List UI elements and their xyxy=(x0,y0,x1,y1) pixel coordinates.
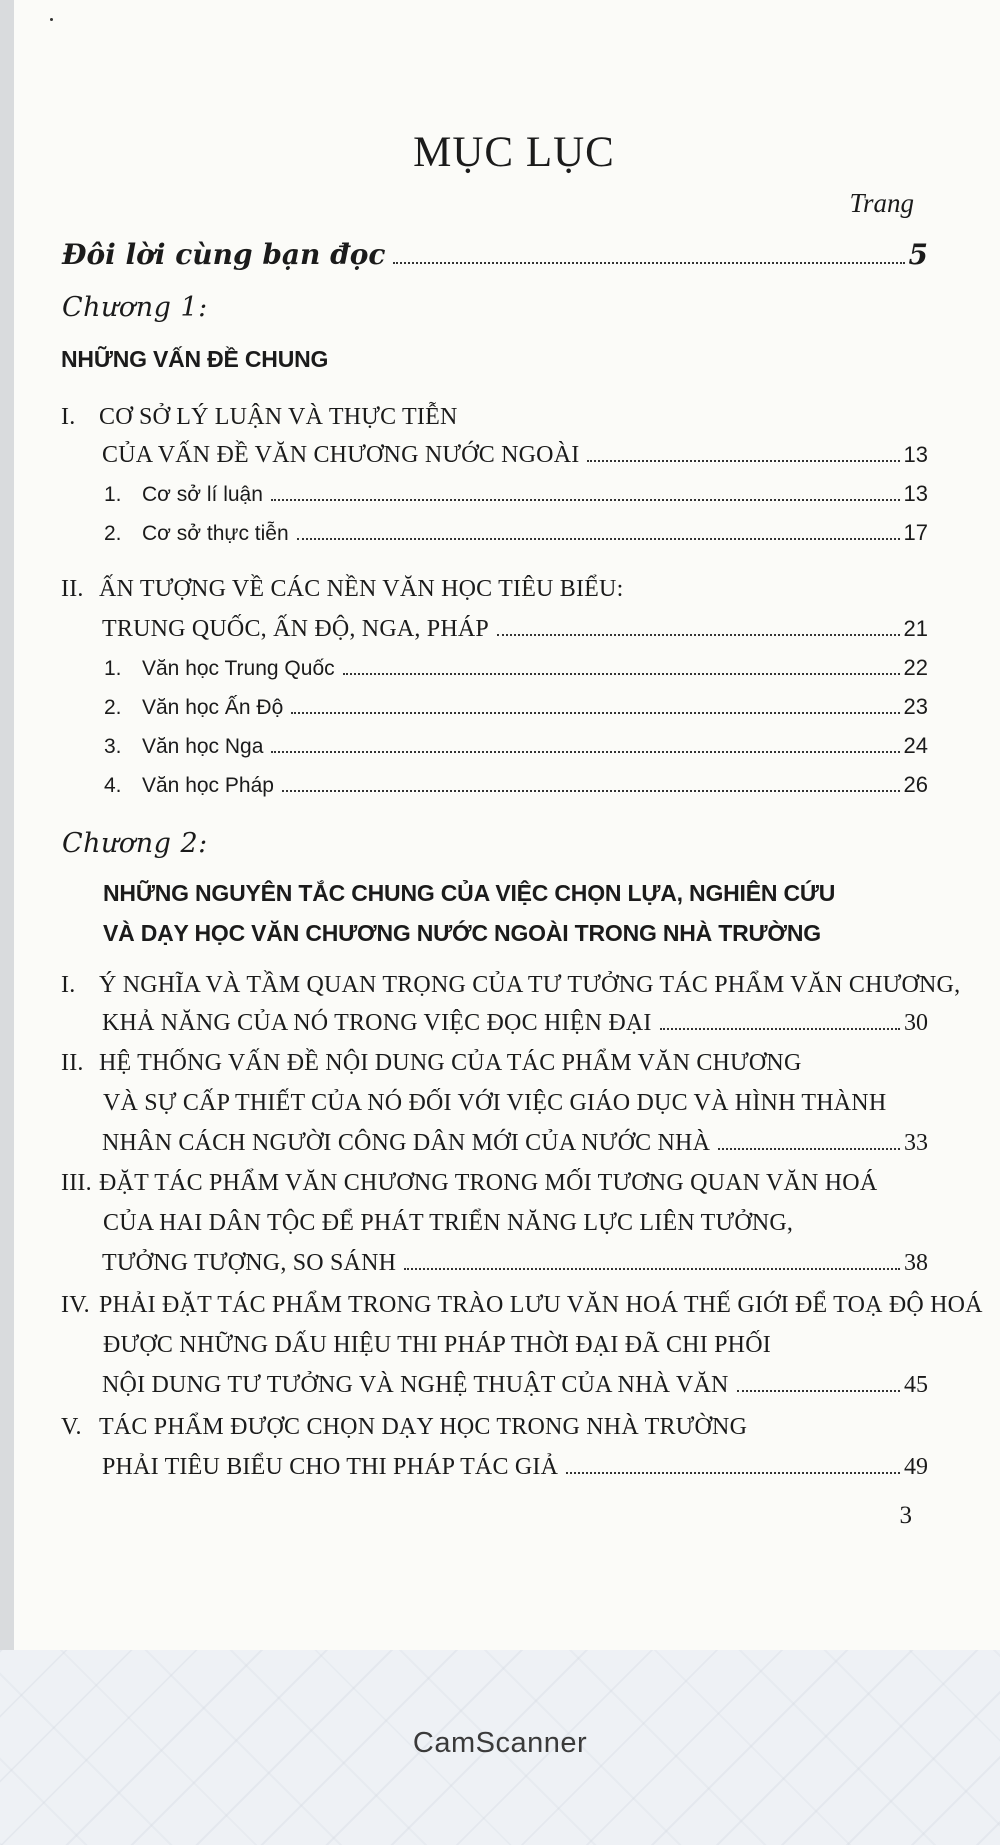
toc-entry-section[interactable]: NỘI DUNG TƯ TƯỞNG VÀ NGHỆ THUẬT CỦA NHÀ VĂN 45 xyxy=(102,1372,928,1398)
page-title: MỤC LỤC xyxy=(413,129,615,176)
toc-entry-label: Đôi lời cùng bạn đọc xyxy=(62,238,386,271)
chapter-title-line: VÀ DẠY HỌC VĂN CHƯƠNG NƯỚC NGOÀI TRONG NHÀ TRƯỜNG xyxy=(103,920,821,946)
toc-entry-section[interactable]: NHÂN CÁCH NGƯỜI CÔNG DÂN MỚI CỦA NƯỚC NHÀ 33 xyxy=(102,1130,928,1156)
section-heading: IV. PHẢI ĐẶT TÁC PHẨM TRONG TRÀO LƯU VĂN HOÁ THẾ GIỚI ĐỂ TOẠ ĐỘ HOÁ xyxy=(61,1292,983,1318)
toc-entry-page: 5 xyxy=(908,238,928,271)
chapter-title: NHỮNG VẤN ĐỀ CHUNG xyxy=(61,346,329,372)
chapter-label: Chương 1: xyxy=(62,292,208,323)
toc-entry-section[interactable]: KHẢ NĂNG CỦA NÓ TRONG VIỆC ĐỌC HIỆN ĐẠI 30 xyxy=(102,1010,928,1036)
toc-entry-item[interactable]: 2. Cơ sở thực tiễn 17 xyxy=(104,520,928,545)
section-heading: I. CƠ SỞ LÝ LUẬN VÀ THỰC TIỄN xyxy=(61,404,458,430)
toc-entry-section[interactable]: TƯỞNG TƯỢNG, SO SÁNH 38 xyxy=(102,1250,928,1276)
section-heading-line: CỦA HAI DÂN TỘC ĐỂ PHÁT TRIỂN NĂNG LỰC LIÊN TƯỞNG, xyxy=(103,1210,794,1236)
page-column-label: Trang xyxy=(849,188,914,218)
section-heading: V. TÁC PHẨM ĐƯỢC CHỌN DẠY HỌC TRONG NHÀ TRƯỜNG xyxy=(61,1414,748,1440)
toc-entry-intro[interactable] xyxy=(62,238,928,271)
toc-entry-section[interactable]: CỦA VẤN ĐỀ VĂN CHƯƠNG NƯỚC NGOÀI 13 xyxy=(102,442,928,468)
section-heading: III. ĐẶT TÁC PHẨM VĂN CHƯƠNG TRONG MỐI TƯƠNG QUAN VĂN HOÁ xyxy=(61,1170,878,1196)
toc-entry-item[interactable]: 1. Cơ sở lí luận 13 xyxy=(104,481,928,506)
section-heading-line: VÀ SỰ CẤP THIẾT CỦA NÓ ĐỐI VỚI VIỆC GIÁO DỤC VÀ HÌNH THÀNH xyxy=(103,1090,887,1116)
section-heading: II. ẤN TƯỢNG VỀ CÁC NỀN VĂN HỌC TIÊU BIỂU: xyxy=(61,576,624,602)
toc-entry-section[interactable]: PHẢI TIÊU BIỂU CHO THI PHÁP TÁC GIẢ 49 xyxy=(102,1454,928,1480)
chapter-label: Chương 2: xyxy=(62,828,208,859)
section-heading: I. Ý NGHĨA VÀ TẦM QUAN TRỌNG CỦA TƯ TƯỞNG TÁC PHẨM VĂN CHƯƠNG, xyxy=(61,972,961,998)
chapter-title-line: NHỮNG NGUYÊN TẮC CHUNG CỦA VIỆC CHỌN LỰA, NGHIÊN CỨU xyxy=(103,880,836,906)
page-number: 3 xyxy=(899,1502,912,1529)
section-heading-line: ĐƯỢC NHỮNG DẤU HIỆU THI PHÁP THỜI ĐẠI ĐÃ CHI PHỐI xyxy=(103,1332,771,1358)
toc-entry-item[interactable]: 3. Văn học Nga 24 xyxy=(104,733,928,758)
toc-entry-item[interactable]: 1. Văn học Trung Quốc 22 xyxy=(104,655,928,680)
toc-entry-item[interactable]: 2. Văn học Ấn Độ 23 xyxy=(104,694,928,719)
section-heading: II. HỆ THỐNG VẤN ĐỀ NỘI DUNG CỦA TÁC PHẨM VĂN CHƯƠNG xyxy=(61,1050,802,1076)
scan-speck xyxy=(50,18,53,21)
toc-entry-item[interactable]: 4. Văn học Pháp 26 xyxy=(104,772,928,797)
leader-dots xyxy=(393,262,904,264)
scanner-watermark: CamScanner xyxy=(412,1727,588,1759)
toc-entry-section[interactable]: TRUNG QUỐC, ẤN ĐỘ, NGA, PHÁP 21 xyxy=(102,616,928,642)
